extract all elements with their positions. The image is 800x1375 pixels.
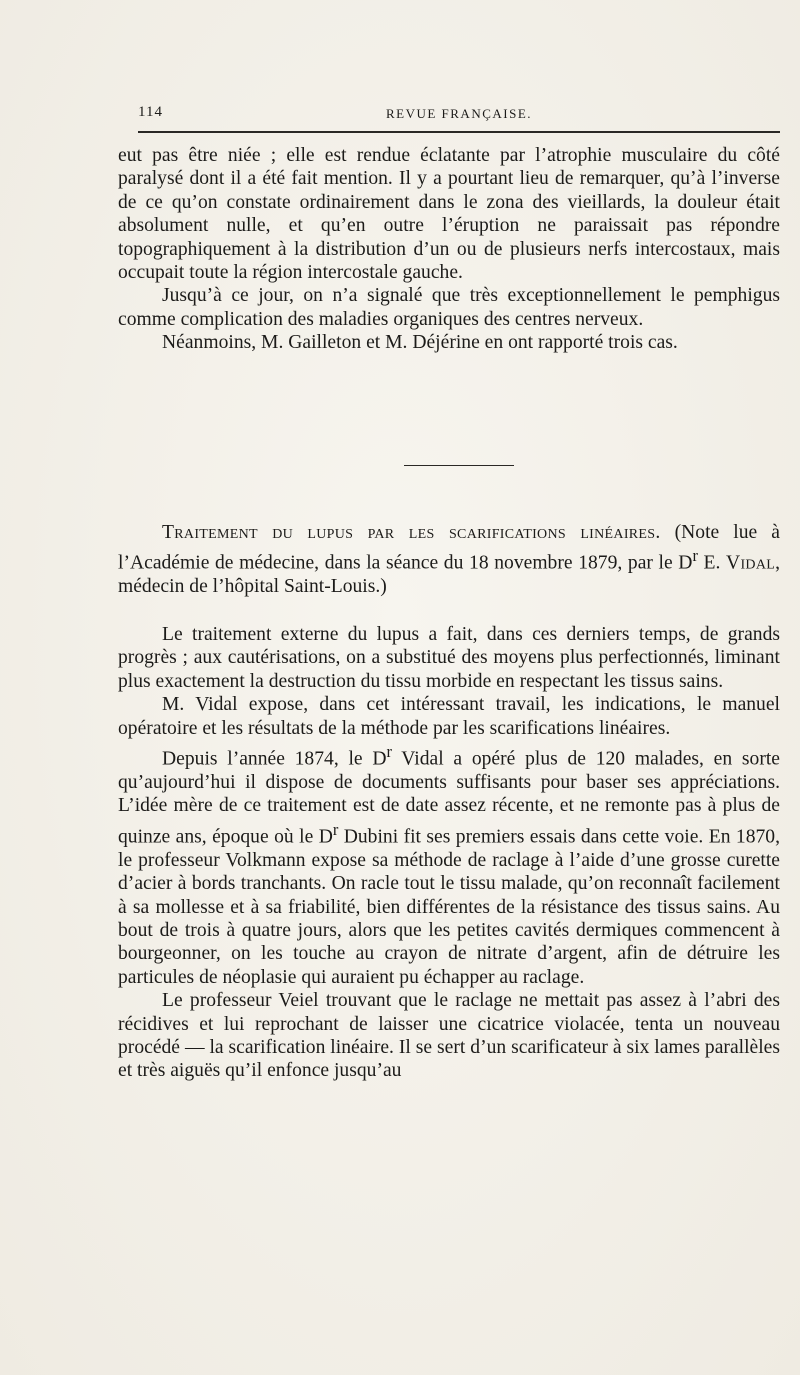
continued-text: [118, 144, 780, 355]
header-rule: [138, 131, 780, 133]
doctor-abbrev-sup: r: [386, 742, 392, 762]
section-divider: [404, 465, 514, 466]
article-heading-paragraph: [118, 521, 780, 599]
paragraph-text: Vidal a opéré plus de 120 malades, en sorte qu’aujourd’hui il dispose de documents suffisants pour baser ses appréciations. L’idée mère de ce traitement est de date assez récente, et ne remonte pas à plus de quinze ans, époque où le D: [118, 748, 780, 848]
page-number: 114: [138, 104, 163, 120]
paragraph: Néanmoins, M. Gailleton et M. Déjérine en ont rapporté trois cas.: [162, 332, 678, 354]
article-note-end: , médecin de l’hôpital Saint-Louis.): [118, 552, 780, 598]
doctor-abbrev-sup: r: [332, 819, 339, 839]
author-initial: E.: [697, 552, 726, 574]
running-head: [138, 100, 780, 130]
article-body: [118, 623, 780, 1083]
paragraph-text: Dubini fit ses premiers essais dans cette voie. En 1870, le professeur Volkmann expose sa méthode de raclage à l’aide d’une grosse curette d’acier à bords tranchants. On racle tout le tissu malade, qu’on reconnaît facilement à sa mollesse et à sa friabilité, bien différentes de la résistance des tissus sains. Au bout de trois à quatre jours, alors que les petites cavités dermiques commencent à bourgeonner, on les touche au crayon de nitrate d’argent, afin de détruire les particules de néoplasie qui auraient pu échapper au raclage.: [118, 826, 780, 988]
article-note: (Note lue à l’Académie de médecine, dans la séance du 18 novembre 1879, par le D: [118, 522, 780, 574]
article-heading: [118, 521, 780, 599]
paragraph: eut pas être niée ; elle est rendue éclatante par l’atrophie musculaire du côté paralysé dont il a été fait mention. Il y a pourtant lieu de remarquer, qu’à l’inverse de ce qu’on constate ordinairement dans le zona des vieillards, la douleur était absolument nulle, et qu’en outre l’éruption ne paraissait pas répondre topographiquement à la distribution d’un ou de plusieurs nerfs intercostaux, mais occupait toute la région intercostale gauche.: [118, 145, 780, 284]
paragraph: M. Vidal expose, dans cet intéressant travail, les indications, le manuel opératoire et les résultats de la méthode par les scarifications linéaires.: [118, 694, 780, 739]
author-name: Vidal: [726, 552, 776, 574]
paragraph: Jusqu’à ce jour, on n’a signalé que très exceptionnellement le pemphigus comme complication des maladies organiques des centres nerveux.: [118, 285, 780, 330]
paragraph: [118, 740, 780, 989]
paragraph: Le traitement externe du lupus a fait, dans ces derniers temps, de grands progrès ; aux cautérisations, on a substitué des moyens plus perfectionnés, liminant plus exactement la destruction du tissu morbide en respectant les tissus sains.: [118, 624, 780, 692]
journal-title: REVUE FRANÇAISE.: [385, 106, 533, 121]
paragraph: Le professeur Veiel trouvant que le raclage ne mettait pas assez à l’abri des récidives et lui reprochant de laisser une cicatrice violacée, tenta un nouveau procédé — la scarification linéaire. Il se sert d’un scarificateur à six lames parallèles et très aiguës qu’il enfonce jusqu’au: [118, 990, 780, 1082]
paragraph-text: Depuis l’année 1874, le D: [162, 748, 387, 770]
article-title: Traitement du lupus par les scarifications linéaires.: [162, 522, 661, 543]
doctor-abbrev-sup: r: [692, 546, 698, 566]
